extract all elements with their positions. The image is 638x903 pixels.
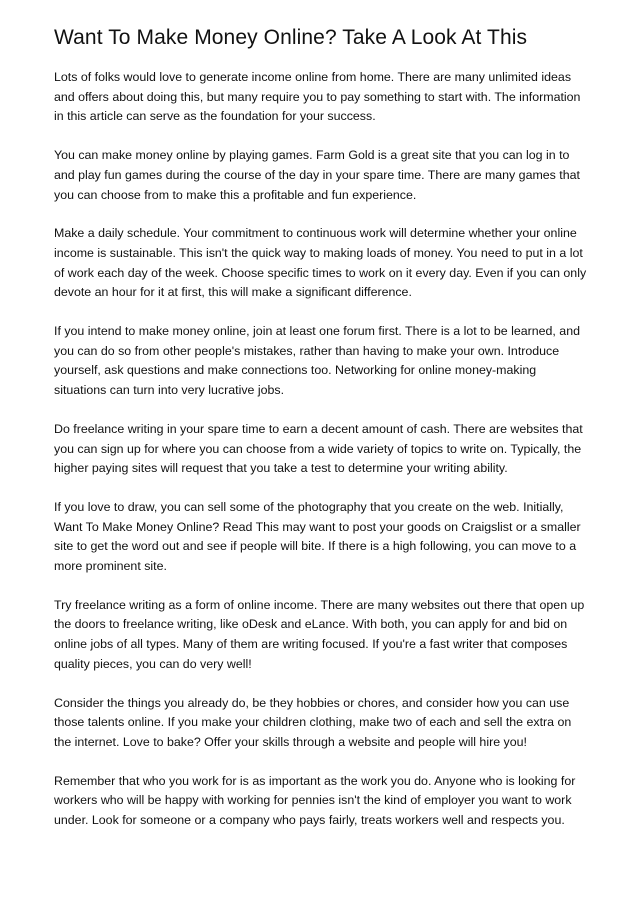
paragraph-games: You can make money online by playing games. Farm Gold is a great site that you can log in to and play fun games during the course of the day in your spare time. There are many games that you can choose from to make this a profitable and fun experience. [54,148,580,202]
paragraph-draw: If you love to draw, you can sell some of the photography that you create on the web. Initially, Want To Make Money Online? Read This may want to post your goods on Craigslist or a smaller site to get the word out and see if people will bite. If there is a high following, you can move to a more prominent site. [54,499,581,574]
paragraph-freelance: Do freelance writing in your spare time to earn a decent amount of cash. There are websites that you can sign up for where you can choose from a wide variety of topics to write on. Typically, the higher paying sites will request that you take a test to determine your writing ability. [54,421,583,476]
paragraph-hobbies: Consider the things you already do, be they hobbies or chores, and consider how you can use those talents online. If you make your children clothing, make two of each and sell the extra on the internet. Love to bake? Offer your skills through a website and people will hire you! [54,695,572,749]
paragraph-employer: Remember that who you work for is as important as the work you do. Anyone who is looking for workers who will be happy with working for pennies isn't the kind of employer you want to work under. Look for someone or a company who pays fairly, treats workers well and respects you. [54,773,576,828]
paragraph-intro: Lots of folks would love to generate income online from home. There are many unlimited ideas and offers about doing this, but many require you to pay something to start with. The information in this article can serve as the foundation for your success. [54,70,581,124]
paragraph-writing: Try freelance writing as a form of online income. There are many websites out there that open up the doors to freelance writing, like oDesk and eLance. With both, you can apply for and bid on online jobs of all types. Many of them are writing focused. If you're a fast writer that composes quality pieces, you can do very well! [54,597,585,671]
paragraph-forum: If you intend to make money online, join at least one forum first. There is a lot to be learned, and you can do so from other people's mistakes, rather than having to make your own. Introduce yourself, ask questions and make connections too. Networking for online money-making situations can turn into very lucrative jobs. [54,324,580,398]
paragraph-schedule: Make a daily schedule. Your commitment to continuous work will determine whether your online income is sustainable. This isn't the quick way to making loads of money. You need to put in a lot of work each day of the week. Choose specific times to work on it every day. Even if you can only devote an hour for it at first, this will make a significant difference. [54,226,587,300]
document-title: Want To Make Money Online? Take A Look At This [54,26,528,49]
